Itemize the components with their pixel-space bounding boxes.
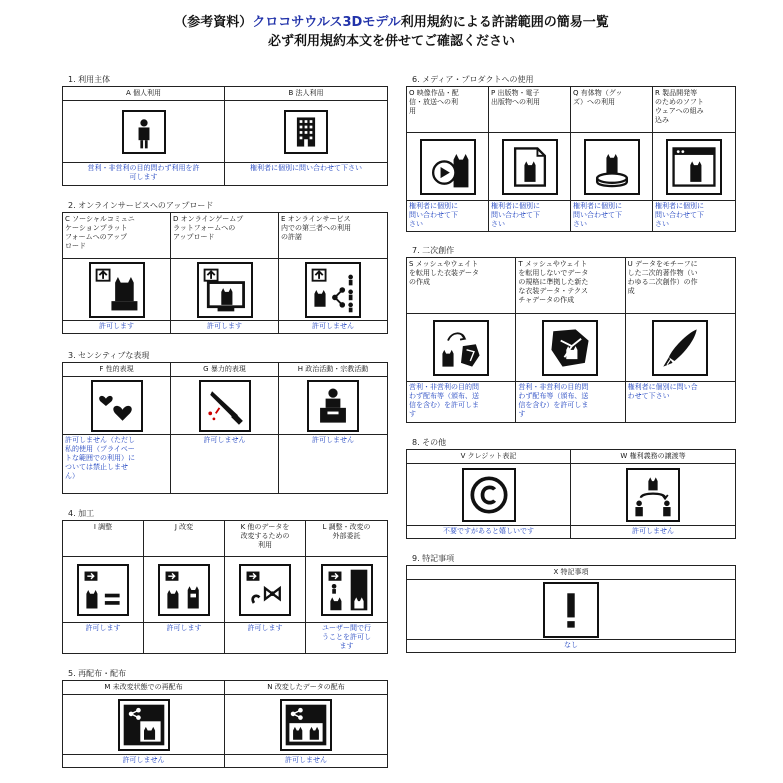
cell-l-outsource [306,521,387,653]
person-icon [122,110,166,154]
section-title-processing: 4. 加工 [68,509,95,518]
section-title-other: 8. その他 [412,438,447,447]
redistribute-icon [118,699,170,751]
cell-k-modify-other [225,521,306,653]
building-icon [284,110,328,154]
cell-v-credit [407,450,571,538]
knife-icon [199,380,251,432]
upload-game-icon [197,262,253,318]
cell-label: E オンラインサービス 内での第三者への利用 の許諾 [279,213,387,259]
cell-f-sexual [63,363,171,493]
cell-result: 許可しません [312,436,354,444]
cell-result: 権利者に個別に 問い合わせて下 さい [491,202,540,228]
title-suffix: 利用規約による許諾範囲の簡易一覧 [400,15,609,30]
cell-label: W 権利義務の譲渡等 [571,450,735,464]
section-title-special: 9. 特記事項 [412,554,455,563]
section-title-usage-entity: 1. 利用主体 [68,75,111,84]
cell-label: D オンラインゲームプ ラットフォームへの アップロード [171,213,278,259]
cell-w-transfer [571,450,735,538]
cell-label: H 政治活動・宗教活動 [279,363,387,377]
cell-n-distribute-modified [225,681,387,767]
cell-result: 権利者に個別に 問い合わせて下 さい [655,202,704,228]
cell-result: 権利者に個別に 問い合わせて下 さい [573,202,622,228]
cell-result: 営利・非営利の目的問わず利用を許 可します [87,164,200,181]
table-processing [62,520,388,654]
cell-label: M 未改変状態での再配布 [63,681,224,695]
section-title-sensitive: 3. センシティブな表現 [68,351,150,360]
cell-t-costume-new [516,258,625,422]
cell-result: 権利者に個別に問い合わせて下さい [250,164,362,172]
costume-new-icon [542,320,598,376]
cell-result: 営利・非営利の目的問 わず配布等（頒布、送 信を含む）を許可しま す [409,383,479,418]
cell-result: 許可します [247,624,283,632]
cell-result: 許可しません（ただし 私的使用（プライベー トな範囲での利用）に ついては禁止しませ ん） [65,436,135,480]
cell-e-third-party [279,213,387,333]
cell-label: I 調整 [63,521,143,557]
costume-mesh-icon [433,320,489,376]
section-title-media: 6. メディア・プロダクトへの使用 [412,75,534,84]
copyright-icon [462,468,516,522]
cell-label: C ソーシャルコミュニ ケーションプラット フォームへのアップ ロード [63,213,170,259]
cell-label: B 法人利用 [225,87,387,101]
modify-icon [158,564,210,616]
cell-result: 営利・非営利の目的問 わず配布等（頒布、送 信を含む）を許可しま す [518,383,589,418]
title-model-name: クロコサウルス3Dモデル [252,15,401,30]
cell-b-corporate [225,87,387,185]
video-icon [420,139,476,195]
cell-j-modify [144,521,225,653]
cell-label: U データをモチーフに した二次的著作物（い わゆる二次創作）の作 成 [626,258,735,314]
modify-other-data-icon [239,564,291,616]
cell-result: 許可しません [312,322,354,330]
table-media [406,86,736,232]
cell-label: N 改変したデータの配布 [225,681,387,695]
cell-label: O 映像作品・配 信・放送への利 用 [407,87,488,133]
cell-result: 許可します [99,322,134,330]
cell-label: K 他のデータを 改変するための 利用 [225,521,305,557]
podium-icon [307,380,359,432]
cell-x-special [407,566,735,652]
cell-result: 不要ですがあると嬉しいです [443,527,534,535]
cell-label: L 調整・改変の 外部委託 [306,521,387,557]
cell-r-software [653,87,735,231]
cell-label: G 暴力的表現 [171,363,278,377]
title-prefix: （参考資料） [174,15,253,30]
table-derivative [406,257,736,423]
cell-i-adjust [63,521,144,653]
exclamation-icon [543,582,599,638]
cell-result: ユーザー間で行 うことを許可し ます [322,624,371,650]
cell-result: 許可します [166,624,202,632]
page-subtitle: 必ず利用規約本文を併せてご確認ください [267,34,515,49]
section-title-distribution: 5. 再配布・配布 [68,669,127,678]
cell-u-fan-work [626,258,735,422]
cell-h-political [279,363,387,493]
outsource-icon [321,564,373,616]
cell-result: 許可しません [632,527,674,535]
cell-g-violence [171,363,279,493]
cell-result: 許可しません [122,756,165,764]
share-third-party-icon [305,262,361,318]
section-title-online-upload: 2. オンラインサービスへのアップロード [68,201,214,210]
cell-result: 許可します [85,624,121,632]
cell-label: T メッシュやウェイト を転用しないでデータ の規格に準拠した新た な衣装データ・テクス チャデータの作成 [516,258,624,314]
table-usage-entity [62,86,388,186]
table-distribution [62,680,388,768]
page-title [0,14,783,32]
cell-c-social-upload [63,213,171,333]
cell-result: 権利者に個別に 問い合わせて下 さい [409,202,458,228]
cell-result: なし [564,641,578,649]
cell-label: V クレジット表記 [407,450,570,464]
cell-m-redistribute [63,681,225,767]
table-special [406,565,736,653]
table-sensitive [62,362,388,494]
table-other [406,449,736,539]
cell-label: R 製品開発等 のためのソフト ウェアへの組み 込み [653,87,735,133]
cell-o-video [407,87,489,231]
cell-a-personal [63,87,225,185]
transfer-rights-icon [626,468,680,522]
cell-result: 権利者に個別に問い合 わせて下さい [627,383,698,400]
cell-result: 許可しません [203,436,246,444]
cell-d-game-upload [171,213,279,333]
section-title-derivative: 7. 二次創作 [412,246,455,255]
cell-label: S メッシュやウェイト を転用した衣装データ の作成 [407,258,515,314]
cell-q-goods [571,87,653,231]
cell-s-costume-mesh [407,258,516,422]
cell-label: J 改変 [144,521,224,557]
upload-social-icon [89,262,145,318]
cell-result: 許可します [207,322,242,330]
cell-label: X 特記事項 [407,566,735,580]
hearts-icon [91,380,143,432]
cell-p-publication [489,87,571,231]
software-icon [666,139,722,195]
table-online-upload [62,212,388,334]
goods-icon [584,139,640,195]
cell-label: F 性的表現 [63,363,170,377]
cell-result: 許可しません [285,756,327,764]
cell-label: Q 有体物（グッ ズ）への利用 [571,87,652,133]
publication-icon [502,139,558,195]
cell-label: A 個人利用 [63,87,224,101]
pen-icon [652,320,708,376]
distribute-modified-icon [280,699,332,751]
adjust-equal-icon [77,564,129,616]
cell-label: P 出版物・電子 出版物への利用 [489,87,570,133]
